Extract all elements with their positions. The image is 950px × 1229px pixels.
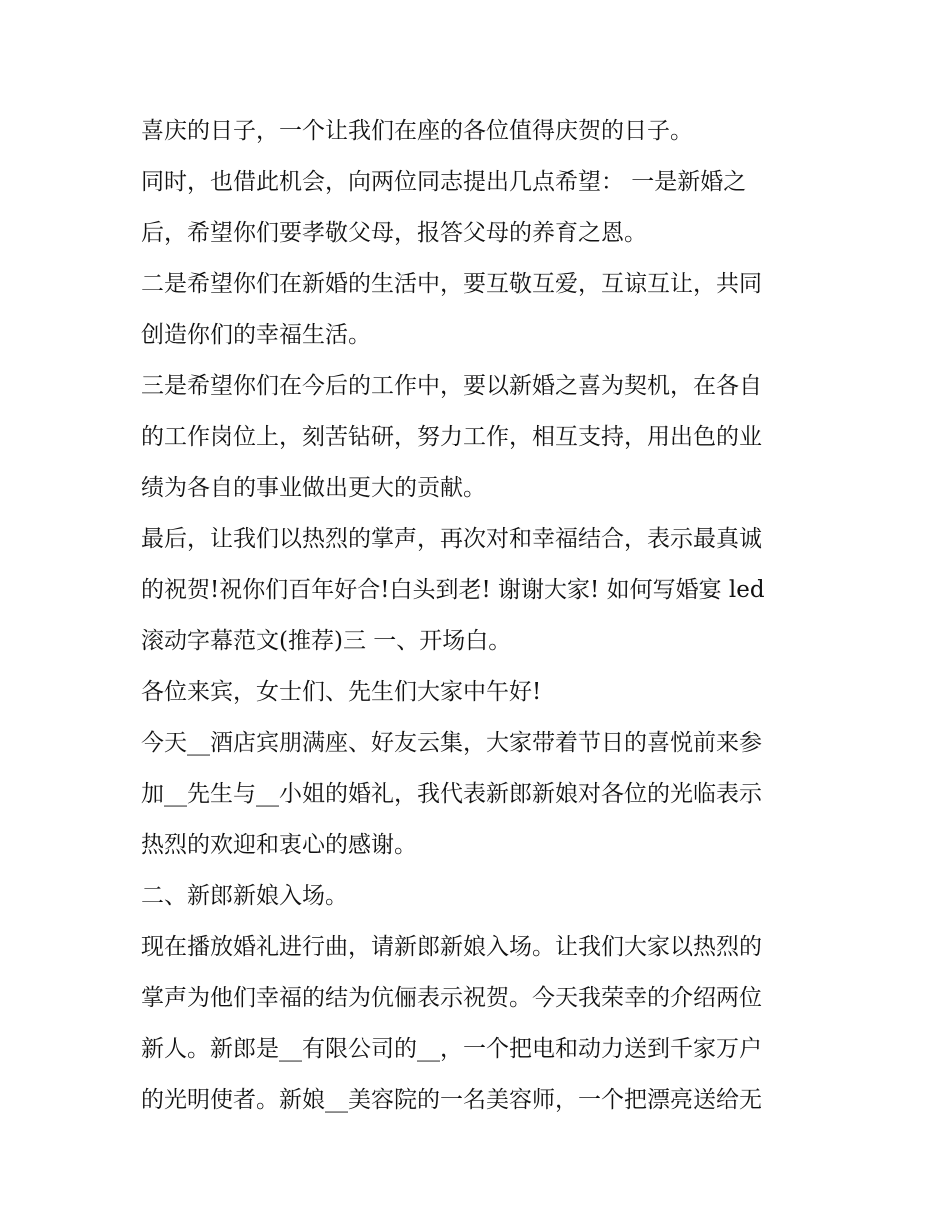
text-line: 掌声为他们幸福的结为伉俪表示祝贺。今天我荣幸的介绍两位	[141, 985, 762, 1011]
text-line: 后，希望你们要孝敬父母，报答父母的养育之恩。	[141, 220, 647, 246]
text-line: 创造你们的幸福生活。	[141, 322, 371, 348]
text-line: 加__先生与__小姐的婚礼，我代表新郎新娘对各位的光临表示	[141, 781, 762, 807]
text-line: 的光明使者。新娘__美容院的一名美容师，一个把漂亮送给无	[141, 1087, 762, 1113]
text-line: 三是希望你们在今后的工作中，要以新婚之喜为契机，在各自	[141, 373, 762, 399]
text-line: 热烈的欢迎和衷心的感谢。	[141, 832, 417, 858]
text-line: 同时，也借此机会，向两位同志提出几点希望： 一是新婚之	[141, 169, 747, 195]
text-line: 各位来宾，女士们、先生们大家中午好!	[141, 679, 542, 705]
text-line: 现在播放婚礼进行曲，请新郎新娘入场。让我们大家以热烈的	[141, 934, 762, 960]
text-line: 喜庆的日子，一个让我们在座的各位值得庆贺的日子。	[141, 118, 693, 144]
text-line: 绩为各自的事业做出更大的贡献。	[141, 475, 486, 501]
text-line: 新人。新郎是__有限公司的__，一个把电和动力送到千家万户	[141, 1036, 762, 1062]
text-line: 今天__酒店宾朋满座、好友云集，大家带着节日的喜悦前来参	[141, 730, 762, 756]
text-line: 二、新郎新娘入场。	[141, 883, 348, 909]
document-body	[141, 106, 821, 1126]
text-line: 滚动字幕范文(推荐)三 一、开场白。	[141, 628, 512, 654]
text-line: 的祝贺!祝你们百年好合!白头到老! 谢谢大家! 如何写婚宴 led	[141, 577, 765, 603]
text-line: 的工作岗位上，刻苦钻研，努力工作，相互支持，用出色的业	[141, 424, 762, 450]
text-line: 二是希望你们在新婚的生活中，要互敬互爱，互谅互让，共同	[141, 271, 762, 297]
text-line: 最后，让我们以热烈的掌声，再次对和幸福结合，表示最真诚	[141, 526, 762, 552]
